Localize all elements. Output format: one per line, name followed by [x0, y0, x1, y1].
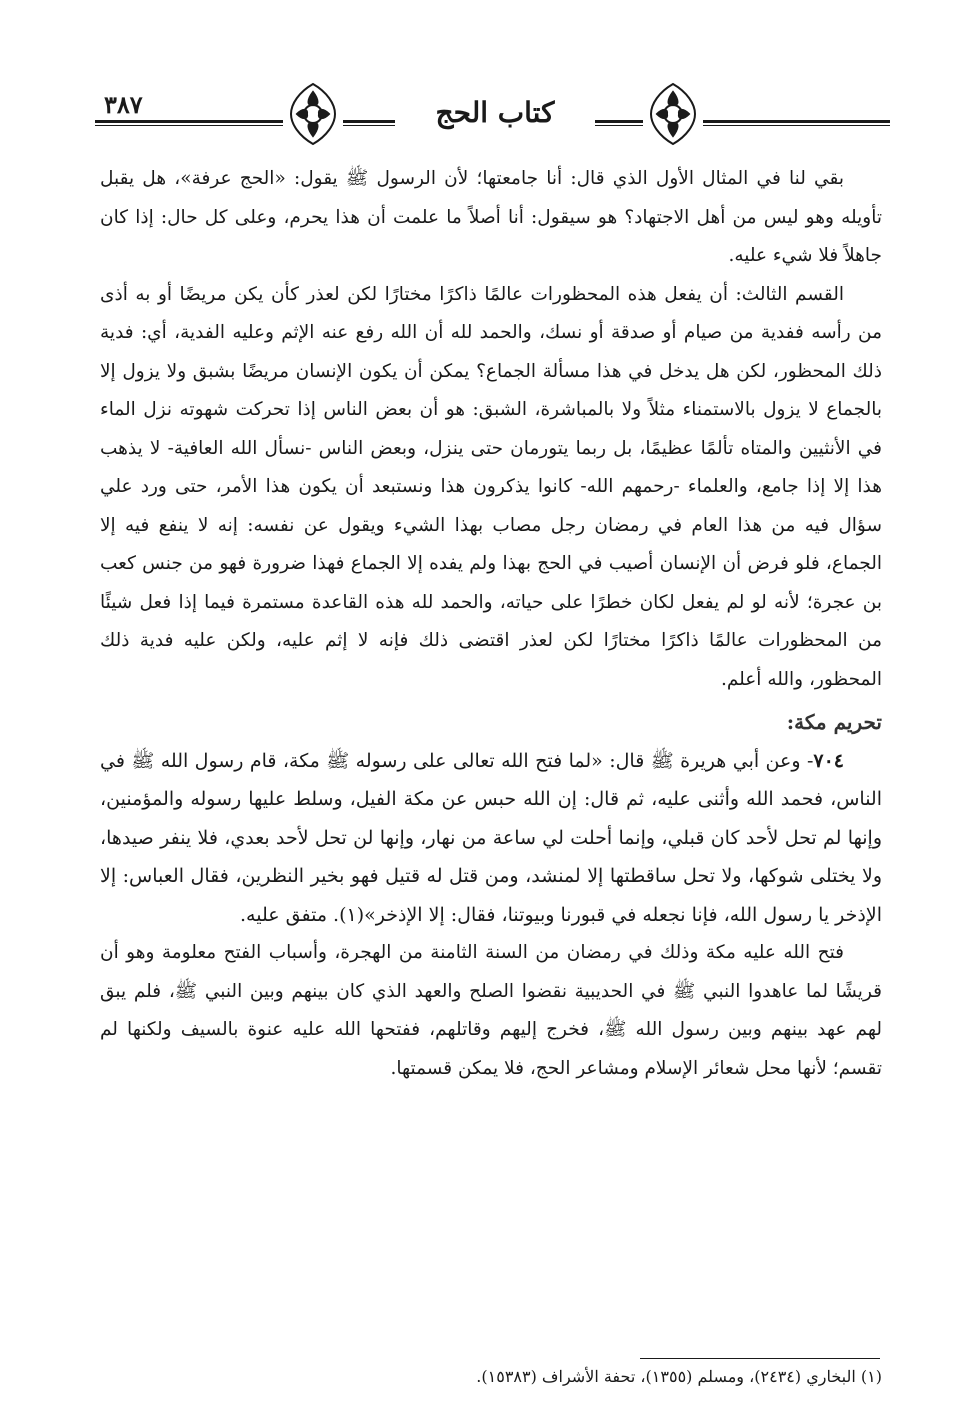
page-body: [100, 160, 882, 1088]
paragraph-1: بقي لنا في المثال الأول الذي قال: أنا جامعتها؛ لأن الرسول ﷺ يقول: «الحج عرفة»، هل يقبل تأويله وهو ليس من أهل الاجتهاد؟ هو سيقول: أنا أصلاً ما علمت أن هذا يحرم، وعلى كل حال: إذا كان جاهلاً فلا شيء عليه.: [100, 168, 882, 266]
hadith-body: - وعن أبي هريرة ﷺ قال: «لما فتح الله تعالى على رسوله ﷺ مكة، قام رسول الله ﷺ في الناس، فحمد الله وأثنى عليه، ثم قال: إن الله حبس عن مكة الفيل، وسلط عليها رسوله والمؤمنين، وإنها لم تحل لأحد كان قبلي، وإنما أحلت لي ساعة من نهار، وإنها لن تحل لأحد بعدي، فلا ينفر صيدها، ولا يختلى شوكها، ولا تحل ساقطتها إلا لمنشد، ومن قتل له قتيل فهو بخير النظرين، فقال العباس: إلا الإذخر يا رسول الله، فإنا نجعله في قبورنا وبيوتنا، فقال: إلا الإذخر»(١). متفق عليه.: [100, 749, 882, 926]
footnote-rule: [640, 1358, 880, 1359]
page-number: ٣٨٧: [100, 90, 147, 119]
ornament-right-icon: [643, 78, 703, 150]
paragraph-2: القسم الثالث: أن يفعل هذه المحظورات عالمًا ذاكرًا مختارًا لكن لعذر كأن يكن مريضًا أو به أذى من رأسه ففدية من صيام أو صدقة أو نسك، والحمد لله أن الله رفع عنه الإثم وعليه الفدية، أي: فدية ذلك المحظور، لكن هل يدخل في هذا مسألة الجماع؟ يمكن أن يكون الإنسان مريضًا بشبق ولا يزول إلا بالجماع لا يزول بالاستمناء مثلاً ولا بالمباشرة، الشبق: هو أن بعض الناس إذا تحركت شهوته نزل الماء في الأنثيين والمتاه تألمًا عظيمًا، بل ربما يتورمان حتى ينزل، وبعض الناس -نسأل الله العافية- لا يذهب هذا إلا إذا جامع، والعلماء -رحمهم الله- كانوا يذكرون هذا ونستبعد أن يكون هذا الأمر، حتى ورد علي سؤال فيه من هذا العام في رمضان رجل مصاب بهذا الشيء ويقول عن نفسه: إنه لا ينفع فيه إلا الجماع، فلو فرض أن الإنسان أصيب في الحج بهذا ولم يفده إلا الجماع فهذا ضرورة فهو من جنس كعب بن عجرة؛ لأنه لو لم يفعل لكان خطرًا على حياته، والحمد لله هذه القاعدة مستمرة فيما إذا فعل شيئًا من المحظورات عالمًا ذاكرًا مختارًا لكن لعذر اقتضى ذلك فإنه لا إثم عليه، ولكن عليه فدية ذلك المحظور، والله أعلم.: [100, 283, 882, 690]
book-title: كتاب الحج: [395, 96, 595, 129]
section-heading: تحريم مكة:: [786, 710, 882, 734]
ornament-left-icon: [283, 78, 343, 150]
paragraph-3: فتح الله عليه مكة وذلك في رمضان من السنة الثامنة من الهجرة، وأسباب الفتح معلومة وهو أن قريشًا لما عاهدوا النبي ﷺ في الحديبية نقضوا الصلح والعهد الذي كان بينهم وبين النبي ﷺ، فلم يبق لهم عهد بينهم وبين رسول الله ﷺ، فخرج إليهم وقاتلهم، ففتحها الله عليه عنوة بالسيف ولكنها لم تقسم؛ لأنها محل شعائر الإسلام ومشاعر الحج، فلا يمكن قسمتها.: [100, 942, 882, 1079]
footnote: (١) البخاري (٢٤٣٤)، ومسلم (١٣٥٥)، تحفة الأشراف (١٥٣٨٣).: [476, 1367, 882, 1386]
hadith-number: ٧٠٤: [813, 749, 844, 772]
hadith-text: [100, 742, 882, 935]
page-header: [95, 78, 890, 150]
